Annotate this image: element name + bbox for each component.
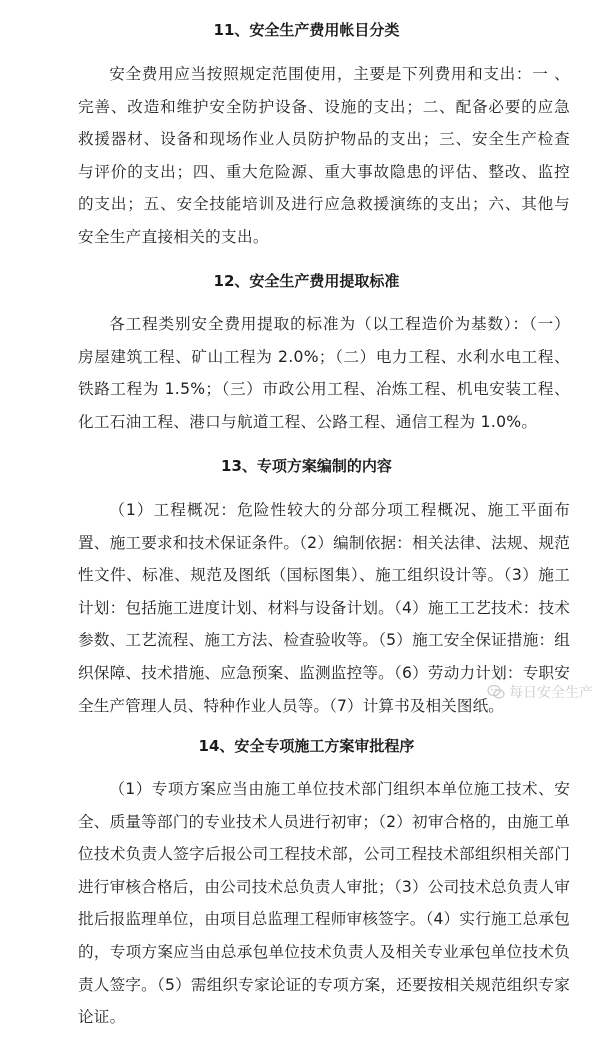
section-12	[0, 270, 613, 431]
section-title: 13、专项方案编制的内容	[221, 457, 392, 475]
section-14	[0, 735, 613, 1027]
section-title: 11、安全生产费用帐目分类	[213, 21, 400, 39]
section-title: 12、安全生产费用提取标准	[213, 272, 400, 290]
section-title: 14、安全专项施工方案审批程序	[198, 737, 415, 755]
watermark-text: 每日安全生产	[509, 685, 593, 701]
section-body: （1）工程概况：危险性较大的分部分项工程概况、施工平面布置、施工要求和技术保证条件。（2）编制依据：相关法律、法规、规范性文件、标准、规范及图纸（国标图集）、施工组织设计等。（3）施工计划：包括施工进度计划、材料与设备计划。（4）施工工艺技术：技术参数、工艺流程、施工方法、检查验收等。（5）施工安全保证措施：组织保障、技术措施、应急预案、监测监控等。（6）劳动力计划：专职安全生产管理人员、特种作业人员等。（7）计算书及相关图纸。	[78, 501, 570, 715]
section-body: 安全费用应当按照规定范围使用，主要是下列费用和支出：一 、完善、改造和维护安全防护设备、设施的支出；二、配备必要的应急救援器材、设备和现场作业人员防护物品的支出；三、安全生产检查与评价的支出；四、重大危险源、重大事故隐患的评估、整改、监控的支出；五、安全技能培训及进行应急救援演练的支出；六、其他与安全生产直接相关的支出。	[78, 65, 570, 246]
section-11	[0, 19, 613, 246]
section-body: 各工程类别安全费用提取的标准为（以工程造价为基数）：（一）房屋建筑工程、矿山工程为 2.0%；（二）电力工程、水利水电工程、铁路工程为 1.5%；（三）市政公用工程、冶炼工程、机电安装工程、化工石油工程、港口与航道工程、公路工程、通信工程为 1.0%。	[78, 315, 570, 431]
section-body: （1）专项方案应当由施工单位技术部门组织本单位施工技术、安全、质量等部门的专业技术人员进行初审；（2）初审合格的，由施工单位技术负责人签字后报公司工程技术部，公司工程技术部组织相关部门进行审核合格后，由公司技术总负责人审批；（3）公司技术总负责人审批后报监理单位，由项目总监理工程师审核签字。（4）实行施工总承包的，专项方案应当由总承包单位技术负责人及相关专业承包单位技术负责人签字。（5）需组织专家论证的专项方案，还要按相关规范组织专家论证。	[78, 780, 570, 1027]
